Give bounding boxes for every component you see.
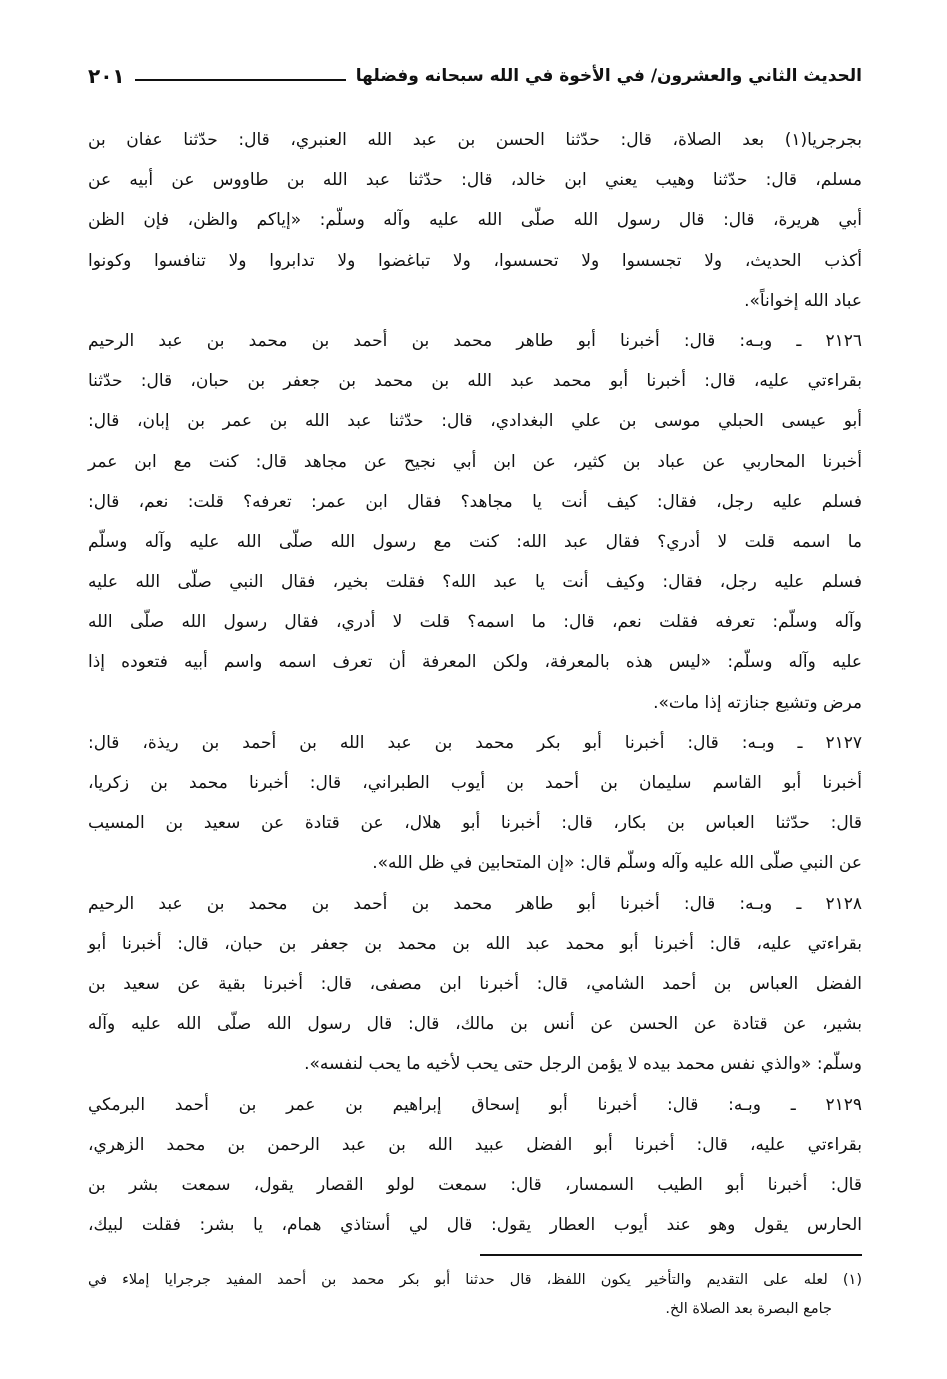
text-line: بقراءتي عليه، قال: أخبرنا أبو محمد عبد الله بن محمد بن جعفر بن حبان، قال: حدّثنا xyxy=(88,371,862,392)
text-line: أخبرنا أبو القاسم سليمان بن أحمد بن أيوب الطبراني، قال: أخبرنا محمد بن زكريا، xyxy=(88,773,862,793)
hadith-paragraph xyxy=(88,723,862,884)
running-header xyxy=(88,58,862,94)
text-line: فسلم عليه رجل، فقال: وكيف أنت يا عبد الله؟ فقلت بخير، فقال النبي صلّى الله عليه xyxy=(88,572,862,593)
text-line: قال: أخبرنا أبو الطيب السمسار، قال: سمعت لولو القصار يقول، سمعت بشر بن xyxy=(88,1174,862,1195)
text-line: مرض وتشيع جنازته إذا مات». xyxy=(653,692,862,713)
hadith-paragraph xyxy=(88,1085,862,1246)
main-text xyxy=(88,120,862,1245)
hadith-paragraph xyxy=(88,321,862,723)
footnote xyxy=(88,1266,862,1324)
chapter-title: الحديث الثاني والعشرون/ في الأخوة في الله سبحانه وفضلها xyxy=(355,66,862,86)
header-rule xyxy=(135,79,346,81)
text-line: أبي هريرة، قال: قال رسول الله صلّى الله عليه وآله وسلّم: «إياكم والظن، فإن الظن xyxy=(88,210,862,231)
text-line: أكذب الحديث، ولا تجسسوا ولا تحسسوا، ولا تباغضوا ولا تدابروا ولا تنافسوا وكونوا xyxy=(88,250,862,271)
text-line: أخبرنا المحاربي عن عباد بن كثير، عن ابن أبي نجيح عن مجاهد قال: كنت مع ابن عمر xyxy=(88,451,862,472)
text-line: ٢١٢٦ ـ وبـه: قال: أخبرنا أبو طاهر محمد بن أحمد بن محمد بن عبد الرحيم xyxy=(88,330,862,351)
text-line: فسلم عليه رجل، فقال: كيف أنت يا مجاهد؟ فقال ابن عمر: تعرفه؟ قلت: نعم، قال: xyxy=(88,491,862,512)
text-line: بشير، عن قتادة عن الحسن عن أنس بن مالك، قال: قال رسول الله صلّى الله عليه وآله xyxy=(88,1014,862,1035)
text-line: بجرجريا(١) بعد الصلاة، قال: حدّثنا الحسن بن عبد الله العنبري، قال: حدّثنا عفان بن xyxy=(88,130,862,150)
text-line: ما اسمه قلت لا أدري؟ فقال عبد الله: كنت مع رسول الله صلّى الله عليه وآله وسلّم xyxy=(88,531,862,552)
text-line: مسلم، قال: حدّثنا وهيب يعني ابن خالد، قال: حدّثنا عبد الله بن طاووس عن أبيه عن xyxy=(88,170,862,191)
text-line: عباد الله إخواناً». xyxy=(744,290,862,311)
text-line: وسلّم: «والذي نفس محمد بيده لا يؤمن الرجل حتى يحب لأخيه ما يحب لنفسه». xyxy=(304,1054,862,1075)
text-line: عن النبي صلّى الله عليه وآله وسلّم قال: «إن المتحابين في ظل الله». xyxy=(372,853,862,874)
text-line: وآله وسلّم: تعرفه فقلت نعم، قال: ما اسمه؟ قلت لا أدري، فقال رسول الله صلّى الله xyxy=(88,612,862,633)
text-line: قال: حدّثنا العباس بن بكار، قال: أخبرنا أبو هلال، عن قتادة عن سعيد بن المسيب xyxy=(88,813,862,834)
text-line: ٢١٢٧ ـ وبـه: قال: أخبرنا أبو بكر محمد بن عبد الله بن أحمد بن ريذة، قال: xyxy=(88,732,862,753)
footnote-separator xyxy=(480,1254,862,1256)
text-line: بقراءتي عليه، قال: أخبرنا أبو الفضل عبيد الله بن عبد الرحمن بن محمد الزهري، xyxy=(88,1134,862,1155)
text-line: بقراءتي عليه، قال: أخبرنا أبو محمد عبد الله بن محمد بن جعفر بن حبان، قال: أخبرنا أبو xyxy=(88,933,862,954)
footnote-line: (١) لعله على التقديم والتأخير يكون اللفظ، قال حدثنا أبو بكر محمد بن أحمد المفيد جرجرايا إملاء في xyxy=(88,1272,862,1288)
page-number: ٢٠١ xyxy=(88,64,125,88)
text-line: ٢١٢٩ ـ وبـه: قال: أخبرنا أبو إسحاق إبراهيم بن عمر بن أحمد البرمكي xyxy=(88,1094,862,1115)
text-line: الفضل العباس بن أحمد الشامي، قال: أخبرنا ابن مصفى، قال: أخبرنا بقية عن سعيد بن xyxy=(88,973,862,994)
text-line: عليه وآله وسلّم: «ليس هذه بالمعرفة، ولكن المعرفة أن تعرف اسمه واسم أبيه فتعوده إذا xyxy=(88,652,862,673)
text-line: أبو عيسى الحبلي موسى بن علي البغدادي، قال: حدّثنا عبد الله بن عمر بن إبان، قال: xyxy=(88,411,862,432)
text-line: ٢١٢٨ ـ وبـه: قال: أخبرنا أبو طاهر محمد بن أحمد بن محمد بن عبد الرحيم xyxy=(88,893,862,914)
text-line: الحارس يقول وهو عند أيوب العطار يقول: قال لي أستاذي همام، يا بشر: فقلت لبيك، xyxy=(88,1215,862,1236)
hadith-paragraph xyxy=(88,884,862,1085)
paragraph-continued xyxy=(88,120,862,321)
footnote-line: جامع البصرة بعد الصلاة الخ. xyxy=(665,1301,832,1317)
